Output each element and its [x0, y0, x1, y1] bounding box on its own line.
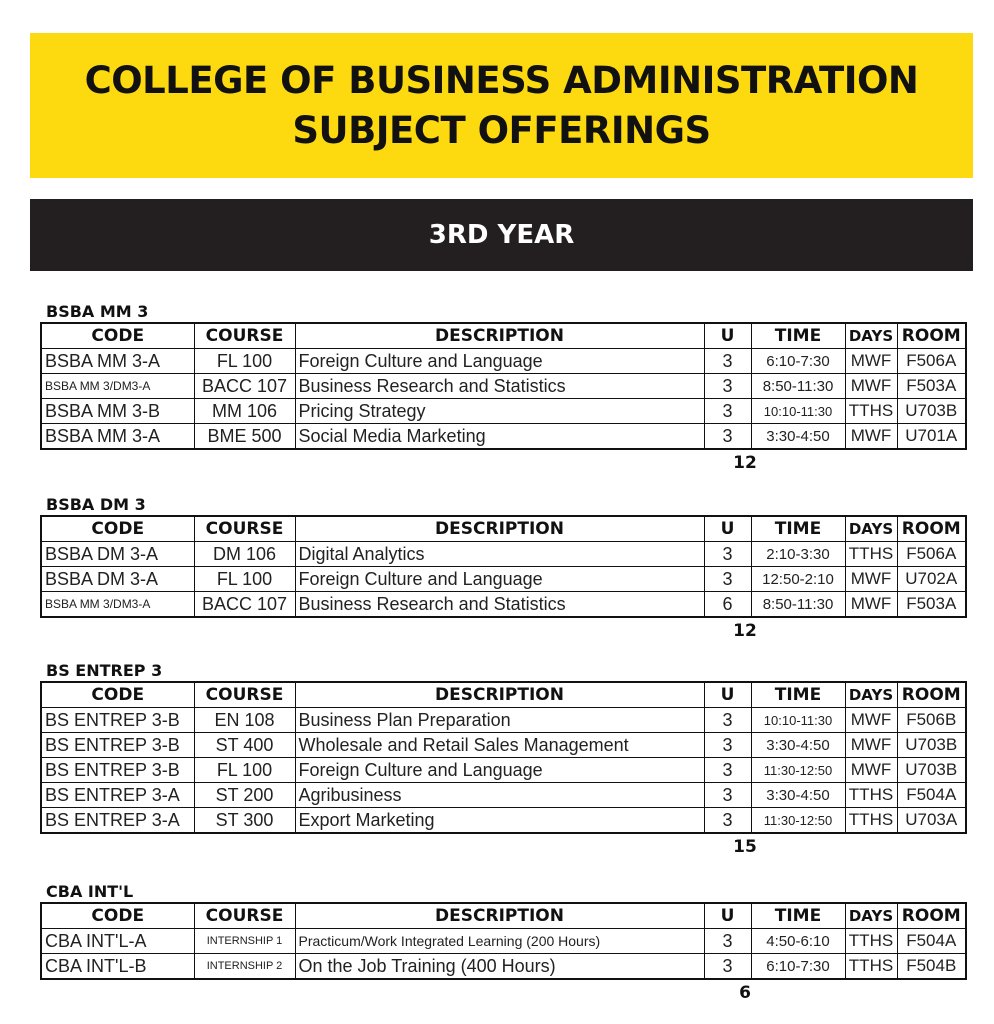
cell-code: BSBA MM 3/DM3-A — [41, 374, 194, 399]
cell-course: FL 100 — [194, 758, 295, 783]
cell-units: 3 — [704, 954, 751, 980]
page-subtitle: SUBJECT OFFERINGS — [292, 108, 711, 152]
offerings-table — [40, 515, 967, 618]
units-total: 12 — [733, 621, 757, 641]
column-header: ROOM — [897, 903, 966, 929]
cell-time: 12:50-2:10 — [751, 567, 845, 592]
table-row — [41, 708, 966, 733]
cell-units: 3 — [704, 808, 751, 834]
column-header: COURSE — [194, 323, 295, 349]
units-total: 15 — [733, 837, 757, 857]
column-header: U — [704, 903, 751, 929]
section-title: BSBA MM 3 — [46, 302, 149, 321]
cell-course: BACC 107 — [194, 374, 295, 399]
cell-room: F504A — [897, 783, 966, 808]
table-row — [41, 954, 966, 980]
table-header-row — [41, 682, 966, 708]
section-title: BSBA DM 3 — [46, 495, 146, 514]
cell-days: TTHS — [845, 783, 897, 808]
cell-description: Agribusiness — [295, 783, 704, 808]
column-header: COURSE — [194, 516, 295, 542]
units-total-row — [40, 618, 965, 644]
cell-course: INTERNSHIP 2 — [194, 954, 295, 980]
cell-time: 8:50-11:30 — [751, 374, 845, 399]
cell-time: 10:10-11:30 — [751, 399, 845, 424]
cell-course: INTERNSHIP 1 — [194, 929, 295, 954]
cell-description: Practicum/Work Integrated Learning (200 Hours) — [295, 929, 704, 954]
units-total-row — [40, 834, 965, 860]
column-header: TIME — [751, 323, 845, 349]
table-row — [41, 349, 966, 374]
cell-course: FL 100 — [194, 567, 295, 592]
column-header: DESCRIPTION — [295, 682, 704, 708]
table-row — [41, 758, 966, 783]
cell-code: BS ENTREP 3-B — [41, 708, 194, 733]
table-row — [41, 929, 966, 954]
cell-time: 11:30-12:50 — [751, 808, 845, 834]
column-header: ROOM — [897, 323, 966, 349]
column-header: CODE — [41, 323, 194, 349]
cell-course: BACC 107 — [194, 592, 295, 618]
cell-code: BS ENTREP 3-B — [41, 758, 194, 783]
cell-room: F506A — [897, 349, 966, 374]
cell-room: U703B — [897, 399, 966, 424]
cell-description: Digital Analytics — [295, 542, 704, 567]
cell-time: 8:50-11:30 — [751, 592, 845, 618]
cell-description: Wholesale and Retail Sales Management — [295, 733, 704, 758]
column-header: ROOM — [897, 682, 966, 708]
cell-units: 3 — [704, 733, 751, 758]
cell-room: U701A — [897, 424, 966, 450]
column-header: DESCRIPTION — [295, 903, 704, 929]
page-title: COLLEGE OF BUSINESS ADMINISTRATION — [84, 58, 919, 102]
cell-days: MWF — [845, 374, 897, 399]
units-total-row — [40, 980, 965, 1006]
table-header-row — [41, 323, 966, 349]
table-header-row — [41, 516, 966, 542]
cell-days: MWF — [845, 424, 897, 450]
cell-code: BS ENTREP 3-B — [41, 733, 194, 758]
table-row — [41, 374, 966, 399]
cell-code: BSBA MM 3-A — [41, 424, 194, 450]
column-header: U — [704, 682, 751, 708]
column-header: ROOM — [897, 516, 966, 542]
column-header: DAYS — [845, 323, 897, 349]
cell-days: MWF — [845, 758, 897, 783]
table-header-row — [41, 903, 966, 929]
section-title: CBA INT'L — [46, 882, 134, 901]
column-header: DAYS — [845, 903, 897, 929]
section-title: BS ENTREP 3 — [46, 661, 163, 680]
cell-description: Foreign Culture and Language — [295, 567, 704, 592]
cell-room: F504A — [897, 929, 966, 954]
cell-units: 3 — [704, 374, 751, 399]
cell-units: 3 — [704, 349, 751, 374]
cell-room: U702A — [897, 567, 966, 592]
cell-room: U703B — [897, 758, 966, 783]
cell-units: 3 — [704, 708, 751, 733]
cell-code: BSBA DM 3-A — [41, 567, 194, 592]
cell-description: Pricing Strategy — [295, 399, 704, 424]
cell-course: ST 300 — [194, 808, 295, 834]
cell-course: BME 500 — [194, 424, 295, 450]
offerings-table — [40, 322, 967, 450]
cell-time: 3:30-4:50 — [751, 424, 845, 450]
table-row — [41, 592, 966, 618]
cell-time: 10:10-11:30 — [751, 708, 845, 733]
cell-days: MWF — [845, 592, 897, 618]
cell-code: BSBA MM 3-A — [41, 349, 194, 374]
cell-units: 3 — [704, 542, 751, 567]
column-header: DAYS — [845, 682, 897, 708]
cell-course: FL 100 — [194, 349, 295, 374]
cell-days: TTHS — [845, 954, 897, 980]
cell-days: MWF — [845, 349, 897, 374]
column-header: CODE — [41, 903, 194, 929]
cell-time: 11:30-12:50 — [751, 758, 845, 783]
table-row — [41, 783, 966, 808]
cell-room: U703A — [897, 808, 966, 834]
cell-course: EN 108 — [194, 708, 295, 733]
cell-room: F504B — [897, 954, 966, 980]
cell-description: Export Marketing — [295, 808, 704, 834]
section-block — [40, 882, 965, 1006]
cell-description: Business Plan Preparation — [295, 708, 704, 733]
year-label: 3RD YEAR — [428, 220, 575, 250]
cell-days: MWF — [845, 567, 897, 592]
cell-days: TTHS — [845, 808, 897, 834]
section-block — [40, 661, 965, 860]
cell-units: 3 — [704, 424, 751, 450]
units-total: 6 — [739, 983, 751, 1003]
cell-units: 3 — [704, 758, 751, 783]
column-header: COURSE — [194, 903, 295, 929]
cell-time: 3:30-4:50 — [751, 733, 845, 758]
column-header: CODE — [41, 516, 194, 542]
cell-room: F506A — [897, 542, 966, 567]
title-banner — [30, 33, 973, 178]
column-header: TIME — [751, 903, 845, 929]
table-row — [41, 808, 966, 834]
cell-code: BS ENTREP 3-A — [41, 808, 194, 834]
cell-days: MWF — [845, 708, 897, 733]
column-header: COURSE — [194, 682, 295, 708]
cell-course: ST 200 — [194, 783, 295, 808]
section-block — [40, 302, 965, 476]
column-header: TIME — [751, 516, 845, 542]
column-header: DESCRIPTION — [295, 516, 704, 542]
cell-course: DM 106 — [194, 542, 295, 567]
cell-course: MM 106 — [194, 399, 295, 424]
cell-days: TTHS — [845, 542, 897, 567]
cell-units: 3 — [704, 783, 751, 808]
cell-room: F503A — [897, 592, 966, 618]
cell-description: Social Media Marketing — [295, 424, 704, 450]
cell-description: Business Research and Statistics — [295, 592, 704, 618]
offerings-table — [40, 902, 967, 980]
cell-days: TTHS — [845, 399, 897, 424]
column-header: DESCRIPTION — [295, 323, 704, 349]
section-block — [40, 495, 965, 644]
column-header: U — [704, 323, 751, 349]
cell-description: On the Job Training (400 Hours) — [295, 954, 704, 980]
column-header: CODE — [41, 682, 194, 708]
cell-code: BSBA DM 3-A — [41, 542, 194, 567]
cell-time: 2:10-3:30 — [751, 542, 845, 567]
cell-code: CBA INT'L-B — [41, 954, 194, 980]
cell-description: Foreign Culture and Language — [295, 758, 704, 783]
table-row — [41, 733, 966, 758]
column-header: DAYS — [845, 516, 897, 542]
cell-time: 6:10-7:30 — [751, 349, 845, 374]
offerings-table — [40, 681, 967, 834]
units-total-row — [40, 450, 965, 476]
year-banner — [30, 199, 973, 271]
table-row — [41, 399, 966, 424]
cell-room: F503A — [897, 374, 966, 399]
cell-code: BS ENTREP 3-A — [41, 783, 194, 808]
column-header: U — [704, 516, 751, 542]
column-header: TIME — [751, 682, 845, 708]
cell-description: Business Research and Statistics — [295, 374, 704, 399]
cell-code: BSBA MM 3-B — [41, 399, 194, 424]
cell-days: TTHS — [845, 929, 897, 954]
cell-units: 3 — [704, 399, 751, 424]
cell-units: 3 — [704, 929, 751, 954]
cell-days: MWF — [845, 733, 897, 758]
cell-course: ST 400 — [194, 733, 295, 758]
cell-time: 3:30-4:50 — [751, 783, 845, 808]
cell-description: Foreign Culture and Language — [295, 349, 704, 374]
cell-code: BSBA MM 3/DM3-A — [41, 592, 194, 618]
cell-time: 4:50-6:10 — [751, 929, 845, 954]
cell-units: 3 — [704, 567, 751, 592]
cell-units: 6 — [704, 592, 751, 618]
table-row — [41, 424, 966, 450]
table-row — [41, 542, 966, 567]
cell-code: CBA INT'L-A — [41, 929, 194, 954]
units-total: 12 — [733, 453, 757, 473]
table-row — [41, 567, 966, 592]
cell-room: U703B — [897, 733, 966, 758]
cell-room: F506B — [897, 708, 966, 733]
cell-time: 6:10-7:30 — [751, 954, 845, 980]
